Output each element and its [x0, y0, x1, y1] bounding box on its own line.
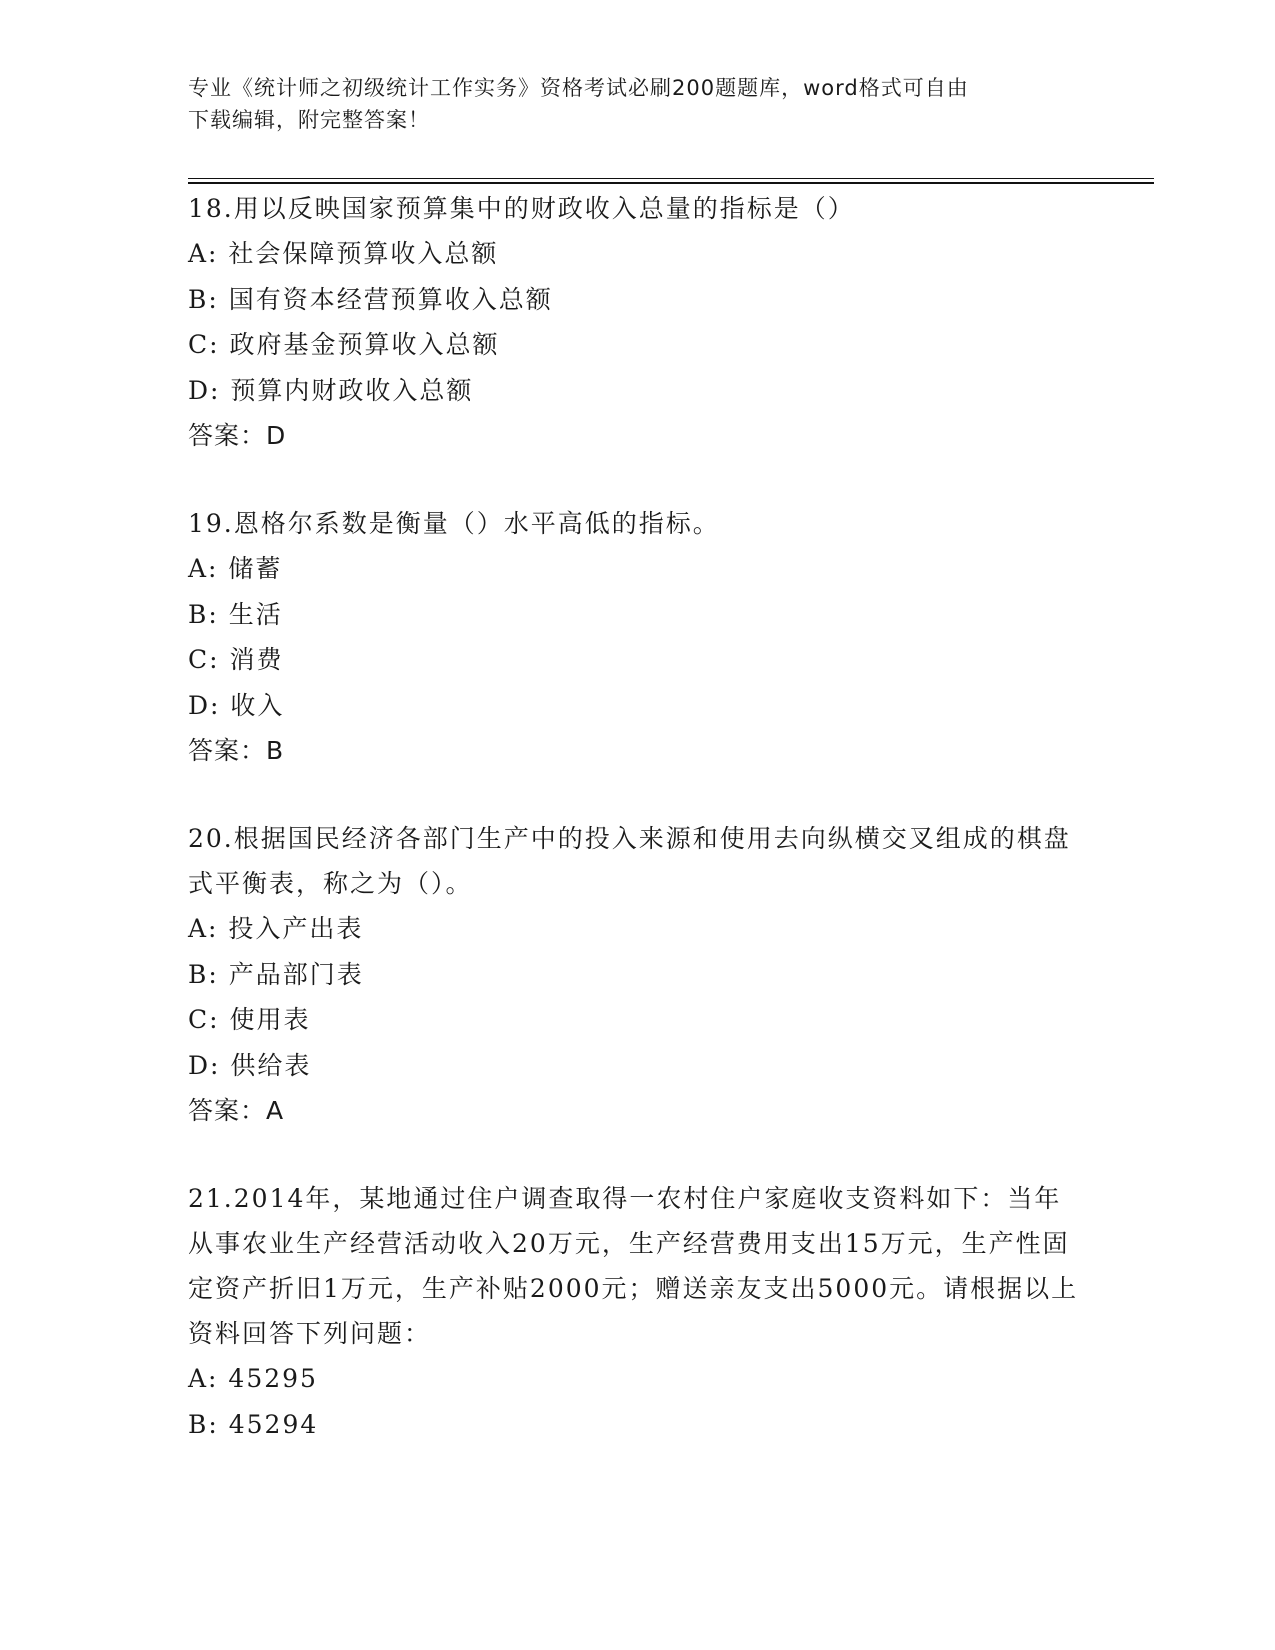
answer-label: 答案：D: [188, 421, 287, 450]
option-a: A: 储蓄: [188, 554, 283, 583]
header-line-1: 专业《统计师之初级统计工作实务》资格考试必刷200题题库，word格式可自由: [188, 76, 969, 100]
question-19: [188, 501, 1088, 774]
answer-label: 答案：B: [188, 736, 285, 765]
question-21: [188, 1176, 1088, 1447]
option-d: D: 供给表: [188, 1050, 312, 1080]
option-c: C: 消费: [188, 645, 284, 674]
option-c: C: 使用表: [188, 1005, 311, 1034]
header-divider-thin: [188, 178, 1154, 179]
question-text: 20.根据国民经济各部门生产中的投入来源和使用去向纵横交叉组成的棋盘式平衡表，称之为（）。: [188, 824, 1071, 898]
option-b: B: 45294: [188, 1409, 319, 1439]
question-18: [188, 186, 1088, 459]
option-d: D: 预算内财政收入总额: [188, 375, 474, 405]
option-d: D: 收入: [188, 690, 285, 720]
option-a: A: 社会保障预算收入总额: [188, 239, 499, 268]
option-b: B: 生活: [188, 599, 283, 629]
header-divider-thick: [188, 182, 1154, 184]
question-text: 18.用以反映国家预算集中的财政收入总量的指标是（）: [188, 194, 855, 223]
option-b: B: 产品部门表: [188, 959, 364, 989]
question-list: [188, 186, 1088, 1489]
question-text: 21.2014年，某地通过住户调查取得一农村住户家庭收支资料如下：当年从事农业生产经营活动收入20万元，生产经营费用支出15万元，生产性固定资产折旧1万元，生产补贴2000元；赠送亲友支出5000元。请根据以上资料回答下列问题：: [188, 1184, 1079, 1348]
answer-label: 答案：A: [188, 1096, 285, 1125]
option-a: A: 45295: [188, 1364, 318, 1393]
option-a: A: 投入产出表: [188, 914, 364, 943]
option-c: C: 政府基金预算收入总额: [188, 330, 500, 359]
question-20: [188, 816, 1088, 1134]
question-text: 19.恩格尔系数是衡量（）水平高低的指标。: [188, 509, 720, 538]
document-header: [188, 72, 1088, 136]
header-line-2: 下载编辑，附完整答案！: [188, 108, 430, 132]
option-b: B: 国有资本经营预算收入总额: [188, 284, 553, 314]
